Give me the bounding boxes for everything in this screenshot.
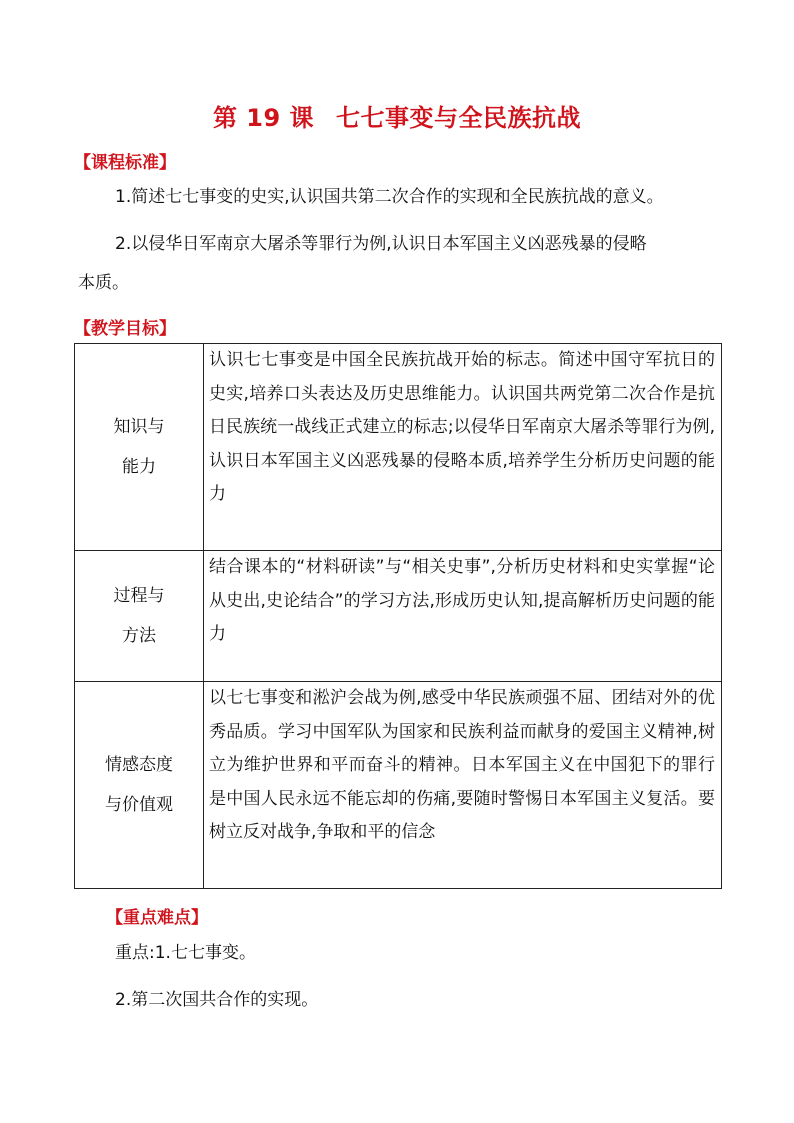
standard-item-1: 1.简述七七事变的史实,认识国共第二次合作的实现和全民族抗战的意义。 [115, 187, 664, 207]
goal-label-attitude: 情感态度 与价值观 [75, 682, 204, 889]
lesson-name: 七七事变与全民族抗战 [336, 104, 582, 132]
standard-item-2-continued: 本质。 [78, 273, 129, 293]
section-curriculum-standard: 【课程标准】 [74, 153, 176, 173]
standard-item-2: 2.以侵华日军南京大屠杀等罪行为例,认识日本军国主义凶恶残暴的侵略 [115, 234, 647, 254]
teaching-goals-table [74, 343, 722, 889]
lesson-title [0, 98, 794, 133]
goal-content-attitude: 以七七事变和淞沪会战为例,感受中华民族顽强不屈、团结对外的优秀品质。学习中国军队为国家和民族利益而献身的爱国主义精神,树立为维护世界和平而奋斗的精神。日本军国主义在中国犯下的罪行是中国人民永远不能忘却的伤痛,要随时警惕日本军国主义复活。要树立反对战争,争取和平的信念 [204, 682, 722, 889]
goal-content-process: 结合课本的“材料研读”与“相关史事”,分析历史材料和史实掌握“论从史出,史论结合”的学习方法,形成历史认知,提高解析历史问题的能力 [204, 551, 722, 682]
goal-label-knowledge: 知识与 能力 [75, 344, 204, 551]
table-row [75, 551, 722, 682]
table-row [75, 682, 722, 889]
key-point-item-1: 重点:1.七七事变。 [115, 943, 256, 963]
goal-content-knowledge: 认识七七事变是中国全民族抗战开始的标志。简述中国守军抗日的史实,培养口头表达及历史思维能力。认识国共两党第二次合作是抗日民族统一战线正式建立的标志;以侵华日军南京大屠杀等罪行为例,认识日本军国主义凶恶残暴的侵略本质,培养学生分析历史问题的能力 [204, 344, 722, 551]
key-point-item-2: 2.第二次国共合作的实现。 [115, 990, 319, 1010]
lesson-number: 第 19 课 [212, 104, 315, 132]
table-row [75, 344, 722, 551]
section-teaching-goals: 【教学目标】 [74, 319, 176, 339]
section-key-points: 【重点难点】 [106, 908, 208, 928]
goal-label-process: 过程与 方法 [75, 551, 204, 682]
